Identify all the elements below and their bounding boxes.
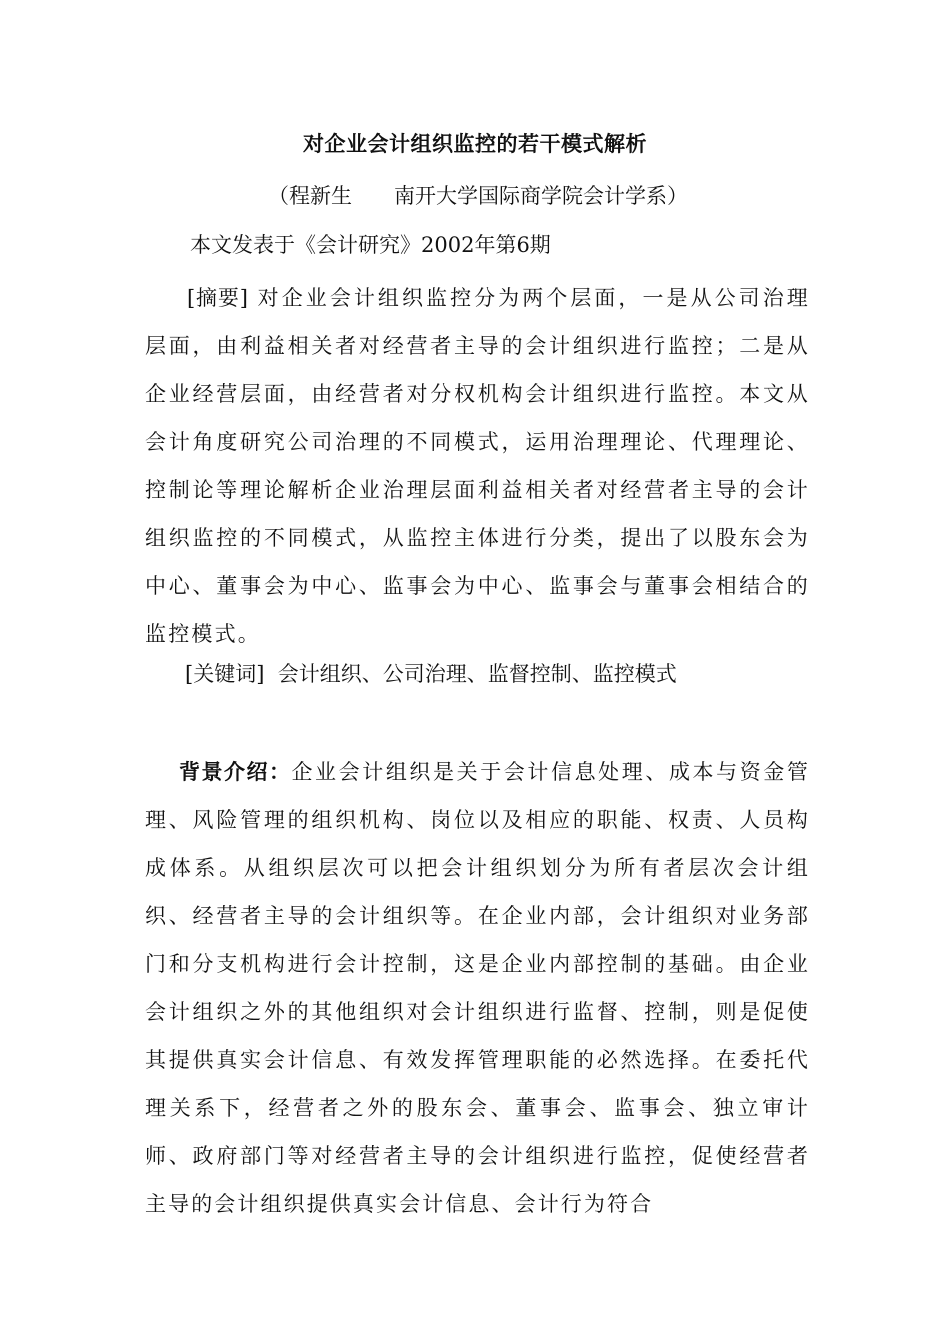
abstract-text: 对企业会计组织监控分为两个层面，一是从公司治理层面，由利益相关者对经营者主导的会计组织进行监控；二是从企业经营层面，由经营者对分权机构会计组织进行监控。本文从会计角度研究公司治理的不同模式，运用治理理论、代理理论、控制论等理论解析企业治理层面利益相关者对经营者主导的会计组织监控的不同模式，从监控主体进行分类，提出了以股东会为中心、董事会为中心、监事会为中心、监事会与董事会相结合的监控模式。 <box>145 286 810 646</box>
abstract-label: [摘要] <box>187 286 248 310</box>
author-affiliation: （程新生 南开大学国际商学院会计学系） <box>268 184 688 208</box>
publication-info: 本文发表于《会计研究》2002年第6期 <box>190 233 551 257</box>
keywords-line <box>185 658 677 688</box>
article-title: 对企业会计组织监控的若干模式解析 <box>303 131 647 156</box>
background-label: 背景介绍： <box>179 759 292 784</box>
background-text: 企业会计组织是关于会计信息处理、成本与资金管理、风险管理的组织机构、岗位以及相应的职能、权责、人员构成体系。从组织层次可以把会计组织划分为所有者层次会计组织、经营者主导的会计组织等。在企业内部，会计组织对业务部门和分支机构进行会计控制，这是企业内部控制的基础。由企业会计组织之外的其他组织对会计组织进行监督、控制，则是促使其提供真实会计信息、有效发挥管理职能的必然选择。在委托代理关系下，经营者之外的股东会、董事会、监事会、独立审计师、政府部门等对经营者主导的会计组织进行监控，促使经营者主导的会计组织提供真实会计信息、会计行为符合 <box>145 760 811 1216</box>
abstract-paragraph <box>145 274 810 658</box>
background-paragraph <box>145 748 810 1228</box>
keywords-label: [关键词] <box>185 662 265 686</box>
keywords-text: 会计组织、公司治理、监督控制、监控模式 <box>277 662 677 686</box>
